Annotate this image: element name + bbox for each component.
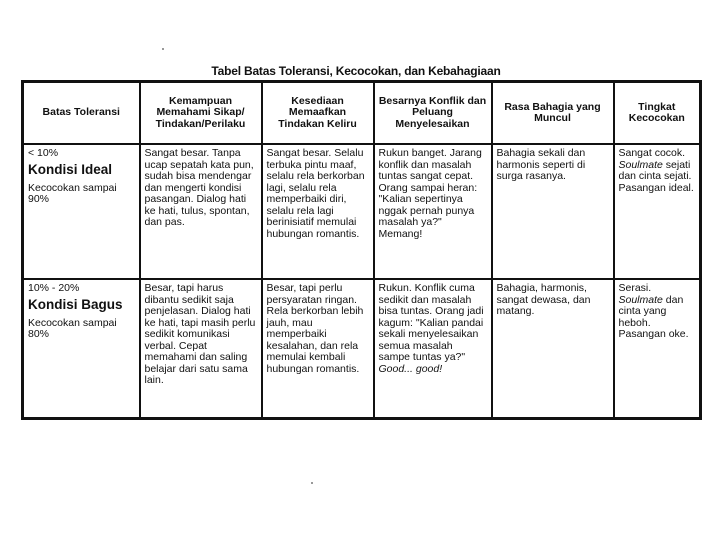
match-text-rest: dan cinta yang heboh. Pasangan oke. [618, 293, 689, 340]
match-note: Kecocokan sampai 90% [28, 181, 117, 205]
match-note: Kecocokan sampai 80% [28, 316, 117, 340]
cell-understanding: Besar, tapi harus dibantu sedikit saja penjelasan. Dialog hati ke hati, tapi masih perlu sedikit komunikasi verbal. Cepat memahami dan saling belajar dari satu sama lain. [140, 279, 262, 419]
cell-batas-toleransi [23, 279, 140, 419]
match-text-rest: sejati dan cinta sejati. Pasangan ideal. [618, 158, 694, 194]
header-rasa-bahagia: Rasa Bahagia yang Muncul [492, 82, 614, 145]
cell-batas-toleransi [23, 144, 140, 279]
cell-forgiveness: Besar, tapi perlu persyaratan ringan. Rela berkorban lebih jauh, mau memperbaiki kesalahan, dan rela memulai kembali hubungan romantis. [262, 279, 374, 419]
tolerance-range: < 10% [28, 147, 59, 159]
cell-conflict: Rukun banget. Jarang konflik dan masalah tuntas sangat cepat. Orang sampai heran: "Kalian sepertinya nggak pernah punya masalah ya?" Memang! [374, 144, 492, 279]
cell-happiness: Bahagia sekali dan harmonis seperti di surga rasanya. [492, 144, 614, 279]
match-emphasis: Soulmate [618, 158, 663, 171]
cell-match-level [614, 279, 701, 419]
table-row [23, 144, 701, 279]
cell-match-level [614, 144, 701, 279]
category-label: Kondisi Ideal [28, 161, 113, 177]
match-text: Serasi. [618, 282, 652, 294]
conflict-emphasis: Good... good! [378, 362, 443, 375]
header-row [23, 82, 701, 145]
match-emphasis: Soulmate [618, 293, 663, 306]
tolerance-table [21, 80, 702, 420]
tolerance-range: 10% - 20% [28, 282, 80, 294]
header-besarnya-konflik: Besarnya Konflik dan Peluang Menyelesaikan [374, 82, 492, 145]
header-kemampuan-memahami: Kemampuan Memahami Sikap/ Tindakan/Perilaku [140, 82, 262, 145]
table-title: Tabel Batas Toleransi, Kecocokan, dan Kebahagiaan [211, 64, 501, 78]
header-batas-toleransi: Batas Toleransi [23, 82, 140, 145]
category-label: Kondisi Bagus [28, 296, 123, 312]
table-row [23, 279, 701, 419]
cell-forgiveness: Sangat besar. Selalu terbuka pintu maaf, selalu rela berkorban lagi, selalu rela memperbaiki diri, selalu rela lagi berinisiatif memulai hubungan romantis. [262, 144, 374, 279]
header-tingkat-kecocokan: Tingkat Kecocokan [614, 82, 701, 145]
match-text: Sangat cocok. [618, 147, 686, 159]
header-kesediaan-memaafkan: Kesediaan Memaafkan Tindakan Keliru [262, 82, 374, 145]
scan-speck [162, 48, 164, 50]
cell-understanding: Sangat besar. Tanpa ucap sepatah kata pun, sudah bisa mendengar dan mengerti kondisi pasangan. Dialog hati ke hati, tulus, spontan, dan pas. [140, 144, 262, 279]
scan-speck [311, 482, 313, 484]
cell-happiness: Bahagia, harmonis, sangat dewasa, dan matang. [492, 279, 614, 419]
conflict-text: Rukun. Konflik cuma sedikit dan masalah bisa tuntas. Orang jadi kagum: "Kalian pandai sekali menyelesaikan semua masalah sampe tuntas ya?" [378, 282, 484, 363]
cell-conflict [374, 279, 492, 419]
